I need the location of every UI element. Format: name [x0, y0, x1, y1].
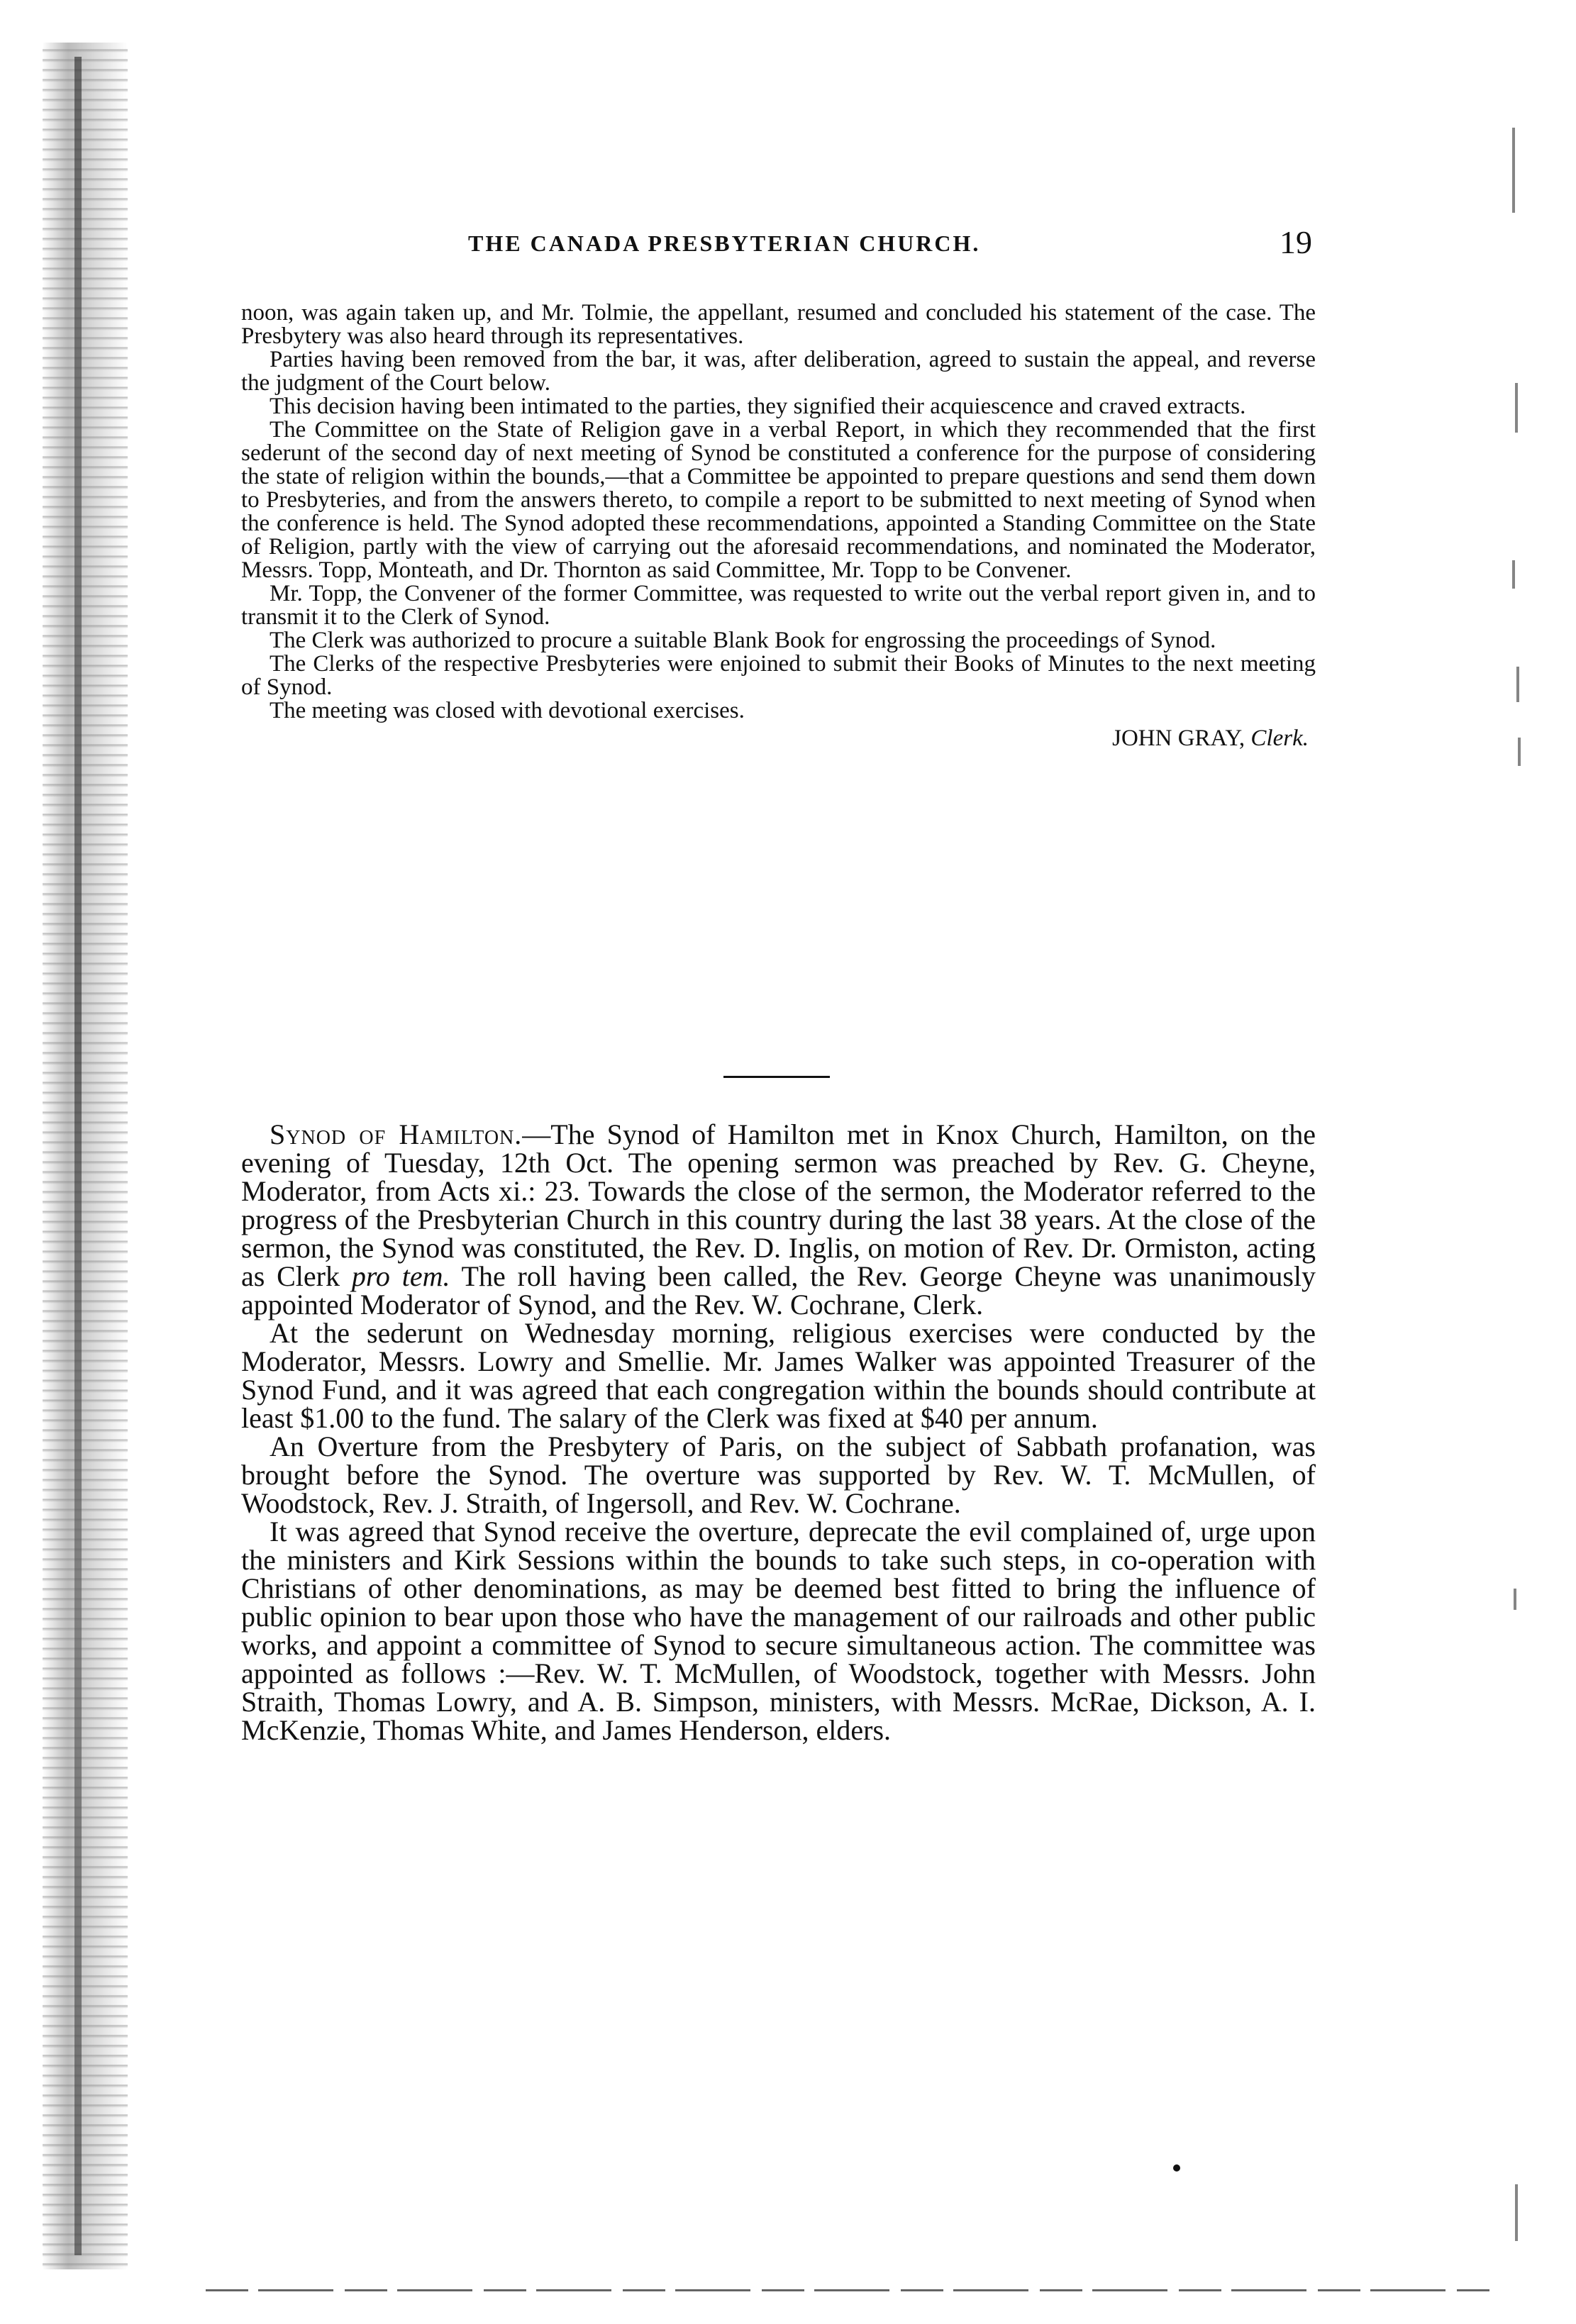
running-title: THE CANADA PRESBYTERIAN CHURCH. [468, 230, 981, 256]
synod-minutes-continued [241, 301, 1316, 750]
clerk-signature [241, 727, 1316, 750]
synod-of-hamilton-section [241, 1118, 1316, 1746]
page-number: 19 [1280, 224, 1312, 260]
paragraph: Mr. Topp, the Convener of the former Committee, was requested to write out the verbal report given in, and to transmit it to the Clerk of Synod. [241, 581, 1316, 630]
bottom-page-rule [206, 2289, 1489, 2291]
paragraph: Parties having been removed from the bar, it was, after deliberation, agreed to sustain the appeal, and reverse the judgment of the Court below. [241, 347, 1316, 396]
ink-dot [1173, 2164, 1180, 2172]
paragraph: This decision having been intimated to the parties, they signified their acquiescence and craved extracts. [270, 394, 1246, 419]
binding-edge-line [74, 57, 82, 2255]
paragraph [241, 1118, 1316, 1321]
paragraph-text: The roll having been called, the Rev. George Cheyne was unanimously appointed Moderator of Synod, and the Rev. W. Cochrane, Clerk. [241, 1260, 1316, 1321]
section-divider [723, 1076, 830, 1078]
paragraph-text: —The Synod of Hamilton met in Knox Church, Hamilton, on the evening of Tuesday, 12th Oct. The opening sermon was preached by Rev. G. Cheyne, Moderator, from Acts xi.: 23. Towards the close of the sermon, the Moderator referred to the progress of the Presbyterian Church in this country during the last 38 years. At the close of the sermon, the Synod was constituted, the Rev. D. Inglis, on motion of Rev. Dr. Ormiston, acting as Clerk [241, 1118, 1316, 1292]
paragraph: It was agreed that Synod receive the overture, deprecate the evil complained of, urge upon the ministers and Kirk Sessions within the bounds to take such steps, in co-operation with Christians of other denominations, as may be deemed best fitted to bring the influence of public opinion to bear upon those who have the management of our railroads and other public works, and appoint a committee of Synod to secure simultaneous action. The committee was appointed as follows :—Rev. W. T. McMullen, of Woodstock, together with Messrs. John Straith, Thomas Lowry, and A. B. Simpson, ministers, with Messrs. McRae, Dickson, A. I. McKenzie, Thomas White, and James Henderson, elders. [241, 1516, 1316, 1746]
paragraph: The meeting was closed with devotional exercises. [270, 698, 745, 723]
right-edge-marks [1497, 106, 1539, 2269]
signature-name: JOHN GRAY, [1112, 725, 1245, 751]
running-head [241, 223, 1312, 266]
paragraph: At the sederunt on Wednesday morning, religious exercises were conducted by the Moderator, Messrs. Lowry and Smellie. Mr. James Walker was appointed Treasurer of the Synod Fund, and it was agreed that each congregation within the bounds should contribute at least $1.00 to the fund. The salary of the Clerk was fixed at $40 per annum. [241, 1317, 1316, 1434]
paragraph: The Clerk was authorized to procure a suitable Blank Book for engrossing the proceedings of Synod. [270, 628, 1216, 653]
paragraph: The Committee on the State of Religion gave in a verbal Report, in which they recommended that the first sederunt of the second day of next meeting of Synod be constituted a conference for the purpose of considering the state of religion within the bounds,—that a Committee be appointed to prepare questions and send them down to Presbyteries, and from the answers thereto, to compile a report to be submitted to next meeting of Synod when the conference is held. The Synod adopted these recommendations, appointed a Standing Committee on the State of Religion, partly with the view of carrying out the aforesaid recommendations, and nominated the Moderator, Messrs. Topp, Monteath, and Dr. Thornton as said Committee, Mr. Topp to be Convener. [241, 417, 1316, 583]
section-heading: Synod of Hamilton. [270, 1118, 523, 1150]
binding-shadow [43, 43, 128, 2269]
paragraph: noon, was again taken up, and Mr. Tolmie, the appellant, resumed and concluded his statement of the case. The Presbytery was also heard through its representatives. [241, 300, 1316, 349]
paragraph: The Clerks of the respective Presbyteries were enjoined to submit their Books of Minutes to the next meeting of Synod. [241, 651, 1316, 700]
paragraph: An Overture from the Presbytery of Paris, on the subject of Sabbath profanation, was brought before the Synod. The overture was supported by Rev. W. T. McMullen, of Woodstock, Rev. J. Straith, of Ingersoll, and Rev. W. Cochrane. [241, 1430, 1316, 1519]
italic-phrase: pro tem. [351, 1260, 450, 1292]
signature-role: Clerk. [1250, 725, 1309, 751]
